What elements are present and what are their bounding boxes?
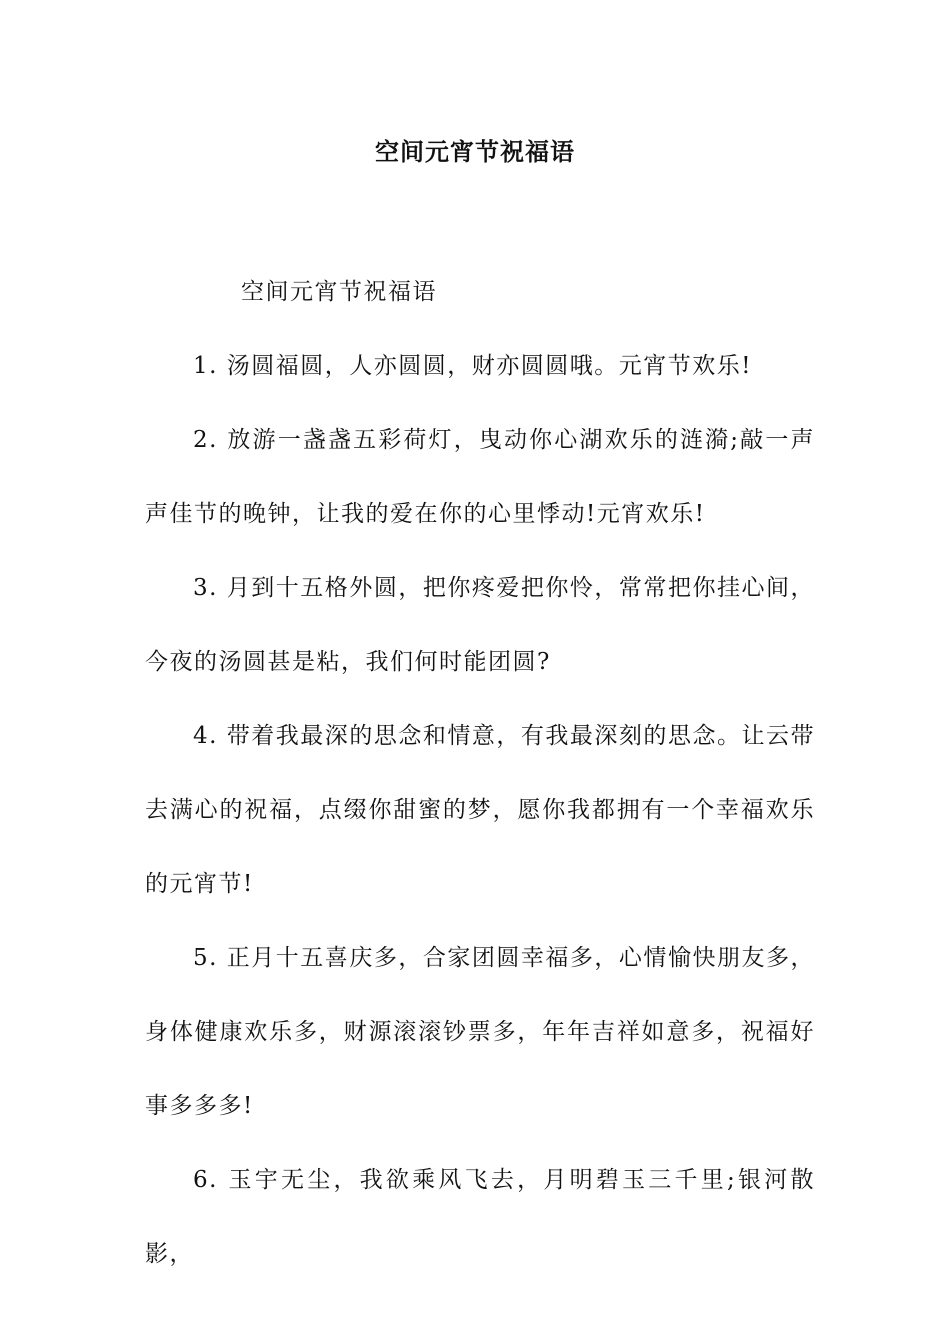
document-body [145,255,815,1291]
blessing-item-3: 3. 月到十五格外圆，把你疼爱把你怜，常常把你挂心间，今夜的汤圆甚是粘，我们何时能团圆? [145,575,815,675]
blessing-item-6: 6. 玉宇无尘，我欲乘风飞去，月明碧玉三千里;银河散影， [145,1167,815,1267]
blessing-item-2: 2. 放游一盏盏五彩荷灯，曳动你心湖欢乐的涟漪;敲一声声佳节的晚钟，让我的爱在你的心里悸动!元宵欢乐! [145,427,815,527]
document-title: 空间元宵节祝福语 [375,137,575,166]
blessing-item-4: 4. 带着我最深的思念和情意，有我最深刻的思念。让云带去满心的祝福，点缀你甜蜜的梦，愿你我都拥有一个幸福欢乐的元宵节! [145,723,815,897]
blessing-item-5: 5. 正月十五喜庆多，合家团圆幸福多，心情愉快朋友多，身体健康欢乐多，财源滚滚钞票多，年年吉祥如意多，祝福好事多多多! [145,945,815,1119]
blessing-item-1: 1. 汤圆福圆，人亦圆圆，财亦圆圆哦。元宵节欢乐! [193,353,752,379]
document-subtitle: 空间元宵节祝福语 [241,279,437,305]
